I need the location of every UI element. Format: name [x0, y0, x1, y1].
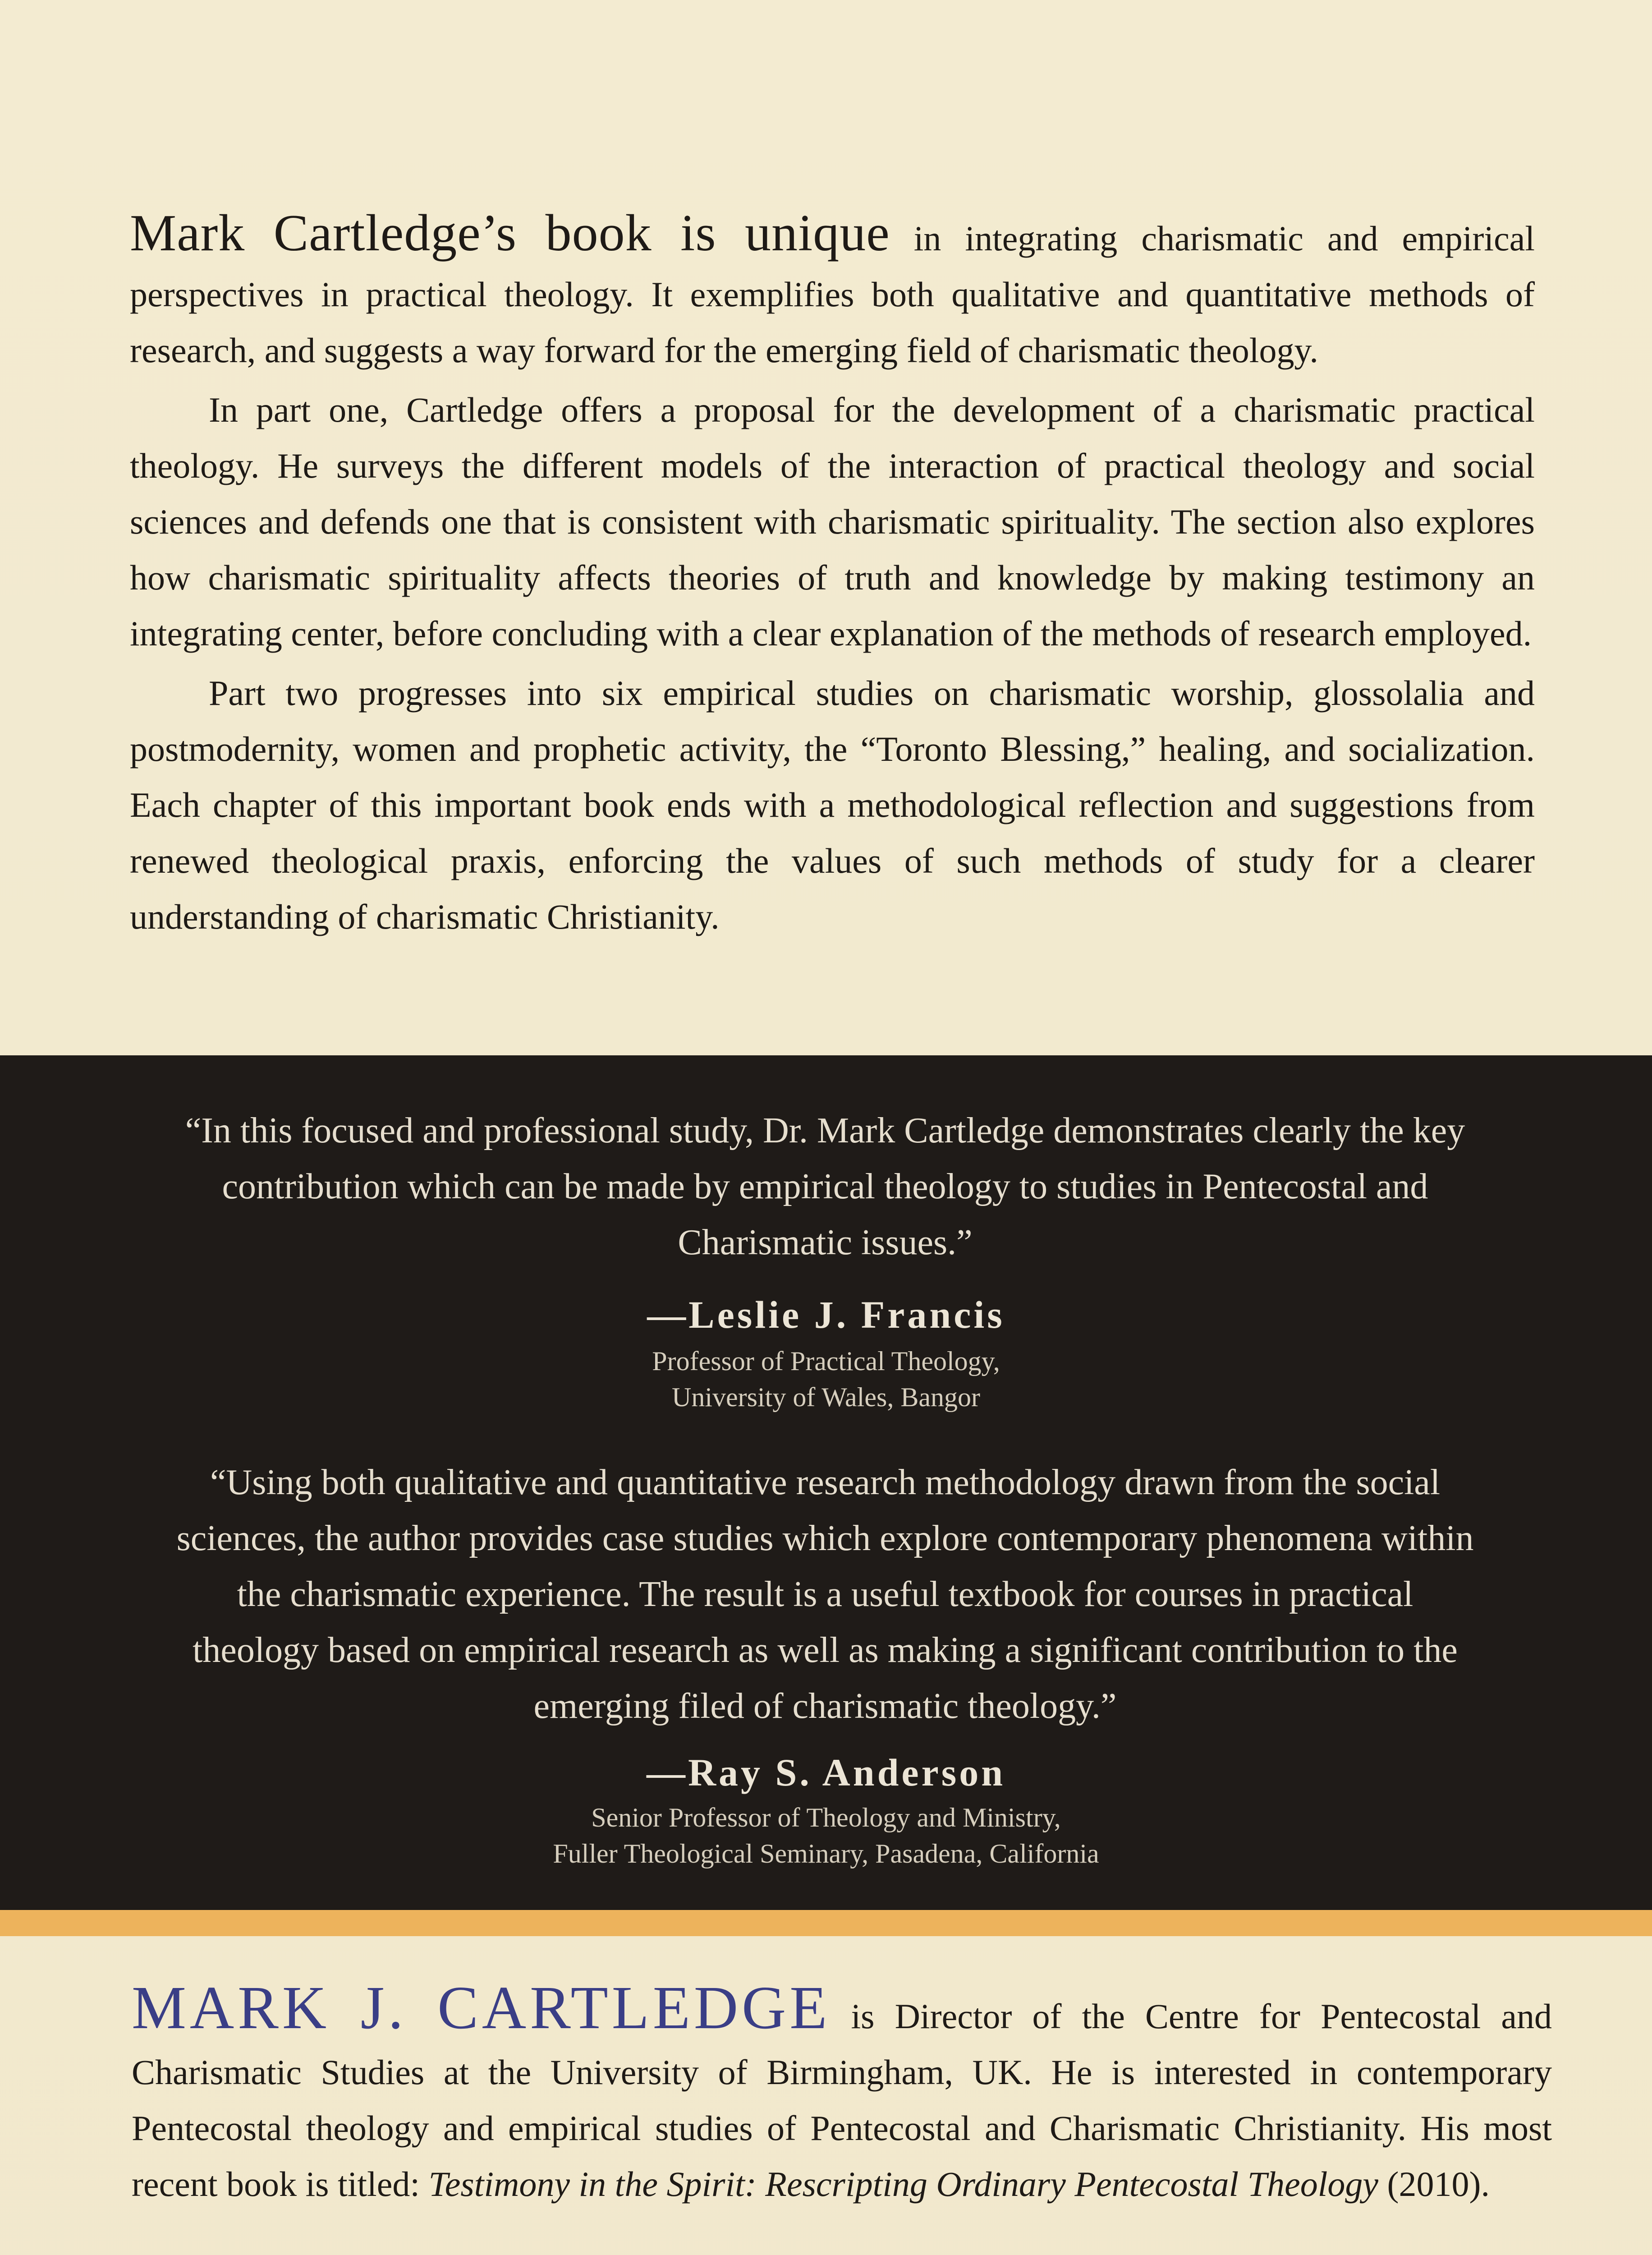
endorser-name-1: —Leslie J. Francis: [647, 1293, 1005, 1336]
description-paragraph-3: Part two progresses into six empirical studies on charismatic worship, glossolalia and postmodernity, women and prophetic activity, the “Toronto Blessing,” healing, and socialization. Each chapter of this important book ends with a methodological reflection and suggestions from renewed theological praxis, enforcing the values of such methods of study for a clearer understanding of charismatic Christianity.: [130, 673, 1535, 936]
endorser-name-2: —Ray S. Anderson: [646, 1751, 1006, 1794]
author-name: MARK J. CARTLEDGE: [132, 1974, 831, 2042]
endorsement-quote-1: “In this focused and professional study, Dr. Mark Cartledge demonstrates clearly the key contribution which can be made by empirical theology to studies in Pentecostal and Charismatic issues.”: [185, 1111, 1465, 1262]
endorser-title-2: Senior Professor of Theology and Ministry,: [591, 1803, 1061, 1832]
recent-book-title: Testimony in the Spirit: Rescripting Ordinary Pentecostal Theology: [428, 2164, 1379, 2204]
endorser-institution-1: University of Wales, Bangor: [672, 1382, 980, 1412]
recent-book-year: (2010).: [1378, 2164, 1490, 2204]
bio-text: is Director of the Centre for Pentecostal and Charismatic Studies at the University of Birmingham, UK. He is interested in contemporary Pentecostal theology and empirical studies of Pentecostal and Charismatic Christianity. His most recent book is titled:: [132, 1997, 1552, 2204]
book-description: [130, 205, 1535, 945]
author-bio: [132, 1974, 1552, 2212]
description-paragraph-2: In part one, Cartledge offers a proposal for the development of a charismatic practical theology. He surveys the different models of the interaction of practical theology and social sciences and defends one that is consistent with charismatic spirituality. The section also explores how charismatic spirituality affects theories of truth and knowledge by making testimony an integrating center, before concluding with a clear explanation of the methods of research employed.: [130, 390, 1535, 653]
endorser-affiliation-2: [0, 1799, 1652, 1872]
description-paragraph-1: [130, 205, 1535, 378]
description-p1-text: in integrating charismatic and empirical perspectives in practical theology. It exemplifies both qualitative and quantitative methods of research, and suggests a way forward for the emerging field of charismatic theology.: [130, 219, 1535, 370]
endorser-institution-2: Fuller Theological Seminary, Pasadena, California: [553, 1839, 1099, 1868]
description-lead: Mark Cartledge’s book is unique: [130, 204, 890, 262]
accent-stripe: [0, 1910, 1652, 1936]
endorser-title-1: Professor of Practical Theology,: [652, 1346, 1000, 1376]
endorsement-quote-2: “Using both qualitative and quantitative research methodology drawn from the social sciences, the author provides case studies which explore contemporary phenomena within the charismatic experience. The result is a useful textbook for courses in practical theology based on empirical research as well as making a significant contribution to the emerging filed of charismatic theology.”: [176, 1463, 1474, 1726]
endorser-affiliation-1: [0, 1343, 1652, 1415]
